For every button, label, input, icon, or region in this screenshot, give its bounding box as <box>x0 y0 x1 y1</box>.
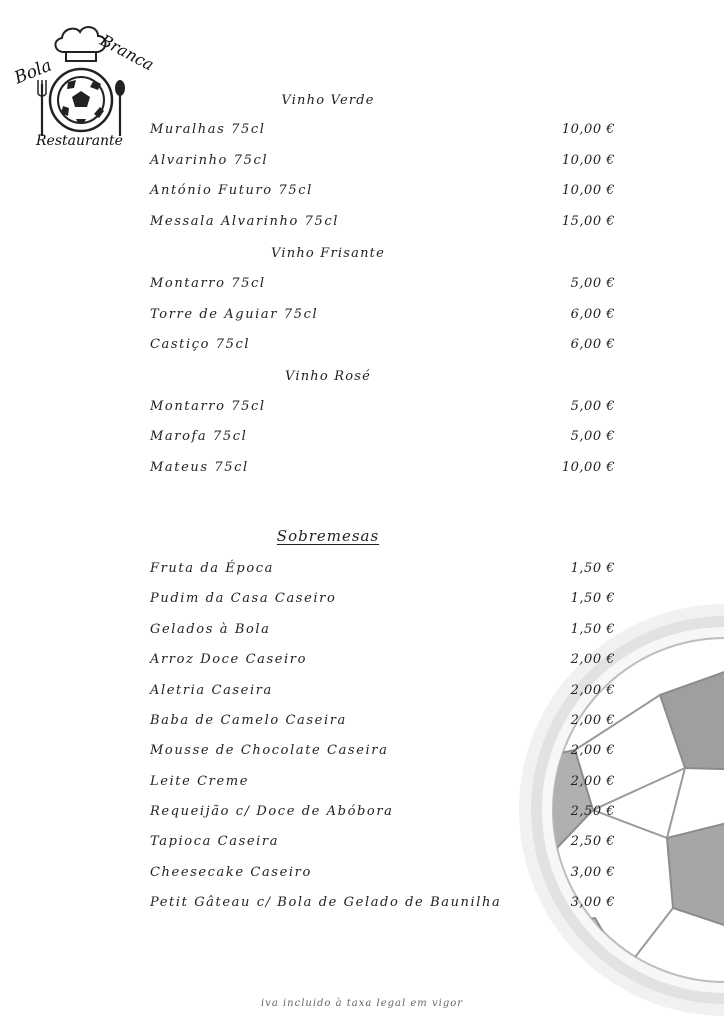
item-price: 5,00 € <box>570 276 615 291</box>
item-name: Tapioca Caseira <box>150 834 280 849</box>
logo-brand-word-1: Bola <box>11 55 55 89</box>
item-price: 2,00 € <box>570 774 615 789</box>
item-price: 3,00 € <box>570 865 615 880</box>
menu-item <box>150 276 615 296</box>
item-name: Cheesecake Caseiro <box>150 865 312 880</box>
item-name: Petit Gâteau c/ Bola de Gelado de Baunilha <box>150 895 502 910</box>
menu-item <box>150 622 615 642</box>
item-name: Arroz Doce Caseiro <box>150 652 308 667</box>
item-name: Muralhas 75cl <box>150 122 266 137</box>
menu-item <box>150 561 615 581</box>
section-title-vinho-frisante: Vinho Frisante <box>271 246 385 261</box>
item-price: 3,00 € <box>570 895 615 910</box>
menu-item <box>150 804 615 824</box>
menu-item <box>150 834 615 854</box>
item-price: 5,00 € <box>570 399 615 414</box>
item-price: 1,50 € <box>570 622 615 637</box>
logo-subtitle: Restaurante <box>36 133 123 149</box>
menu-item <box>150 713 615 733</box>
menu-item <box>150 183 615 203</box>
item-name: Mousse de Chocolate Caseira <box>150 743 389 758</box>
item-price: 6,00 € <box>570 307 615 322</box>
menu-item <box>150 214 615 234</box>
item-name: Marofa 75cl <box>150 429 248 444</box>
item-price: 6,00 € <box>570 337 615 352</box>
item-name: António Futuro 75cl <box>150 183 313 198</box>
item-price: 2,50 € <box>570 804 615 819</box>
item-price: 5,00 € <box>570 429 615 444</box>
item-name: Baba de Camelo Caseira <box>150 713 347 728</box>
menu-item <box>150 153 615 173</box>
section-title-vinho-rose: Vinho Rosé <box>284 369 371 384</box>
item-name: Requeijão c/ Doce de Abóbora <box>150 804 394 819</box>
item-price: 1,50 € <box>570 591 615 606</box>
menu-item <box>150 429 615 449</box>
menu-item <box>150 460 615 480</box>
item-price: 1,50 € <box>570 561 615 576</box>
item-name: Fruta da Época <box>150 561 274 576</box>
item-name: Pudim da Casa Caseiro <box>150 591 337 606</box>
item-price: 10,00 € <box>561 460 615 475</box>
item-price: 15,00 € <box>561 214 615 229</box>
item-price: 2,00 € <box>570 683 615 698</box>
footer-note: iva incluido à taxa legal em vigor <box>260 998 464 1009</box>
item-price: 10,00 € <box>561 122 615 137</box>
item-name: Montarro 75cl <box>150 276 266 291</box>
section-title-sobremesas: Sobremesas <box>276 527 380 545</box>
item-name: Alvarinho 75cl <box>150 153 269 168</box>
item-name: Castiço 75cl <box>150 337 251 352</box>
menu-item <box>150 774 615 794</box>
item-price: 10,00 € <box>561 153 615 168</box>
item-price: 10,00 € <box>561 183 615 198</box>
menu-item <box>150 743 615 763</box>
item-price: 2,00 € <box>570 652 615 667</box>
menu-item <box>150 591 615 611</box>
section-title-vinho-verde: Vinho Verde <box>281 93 375 108</box>
menu-item <box>150 683 615 703</box>
item-name: Torre de Aguiar 75cl <box>150 307 319 322</box>
menu-item <box>150 895 615 915</box>
item-name: Mateus 75cl <box>150 460 249 475</box>
item-name: Messala Alvarinho 75cl <box>150 214 340 229</box>
logo-brand-word-2: Branca <box>97 30 153 75</box>
item-name: Leite Creme <box>150 774 250 789</box>
item-name: Gelados à Bola <box>150 622 271 637</box>
menu-item <box>150 399 615 419</box>
menu-item <box>150 865 615 885</box>
menu-item <box>150 652 615 672</box>
item-name: Aletria Caseira <box>150 683 273 698</box>
item-price: 2,50 € <box>570 834 615 849</box>
menu-item <box>150 122 615 142</box>
menu-item <box>150 337 615 357</box>
item-price: 2,00 € <box>570 713 615 728</box>
item-price: 2,00 € <box>570 743 615 758</box>
item-name: Montarro 75cl <box>150 399 266 414</box>
menu-item <box>150 307 615 327</box>
